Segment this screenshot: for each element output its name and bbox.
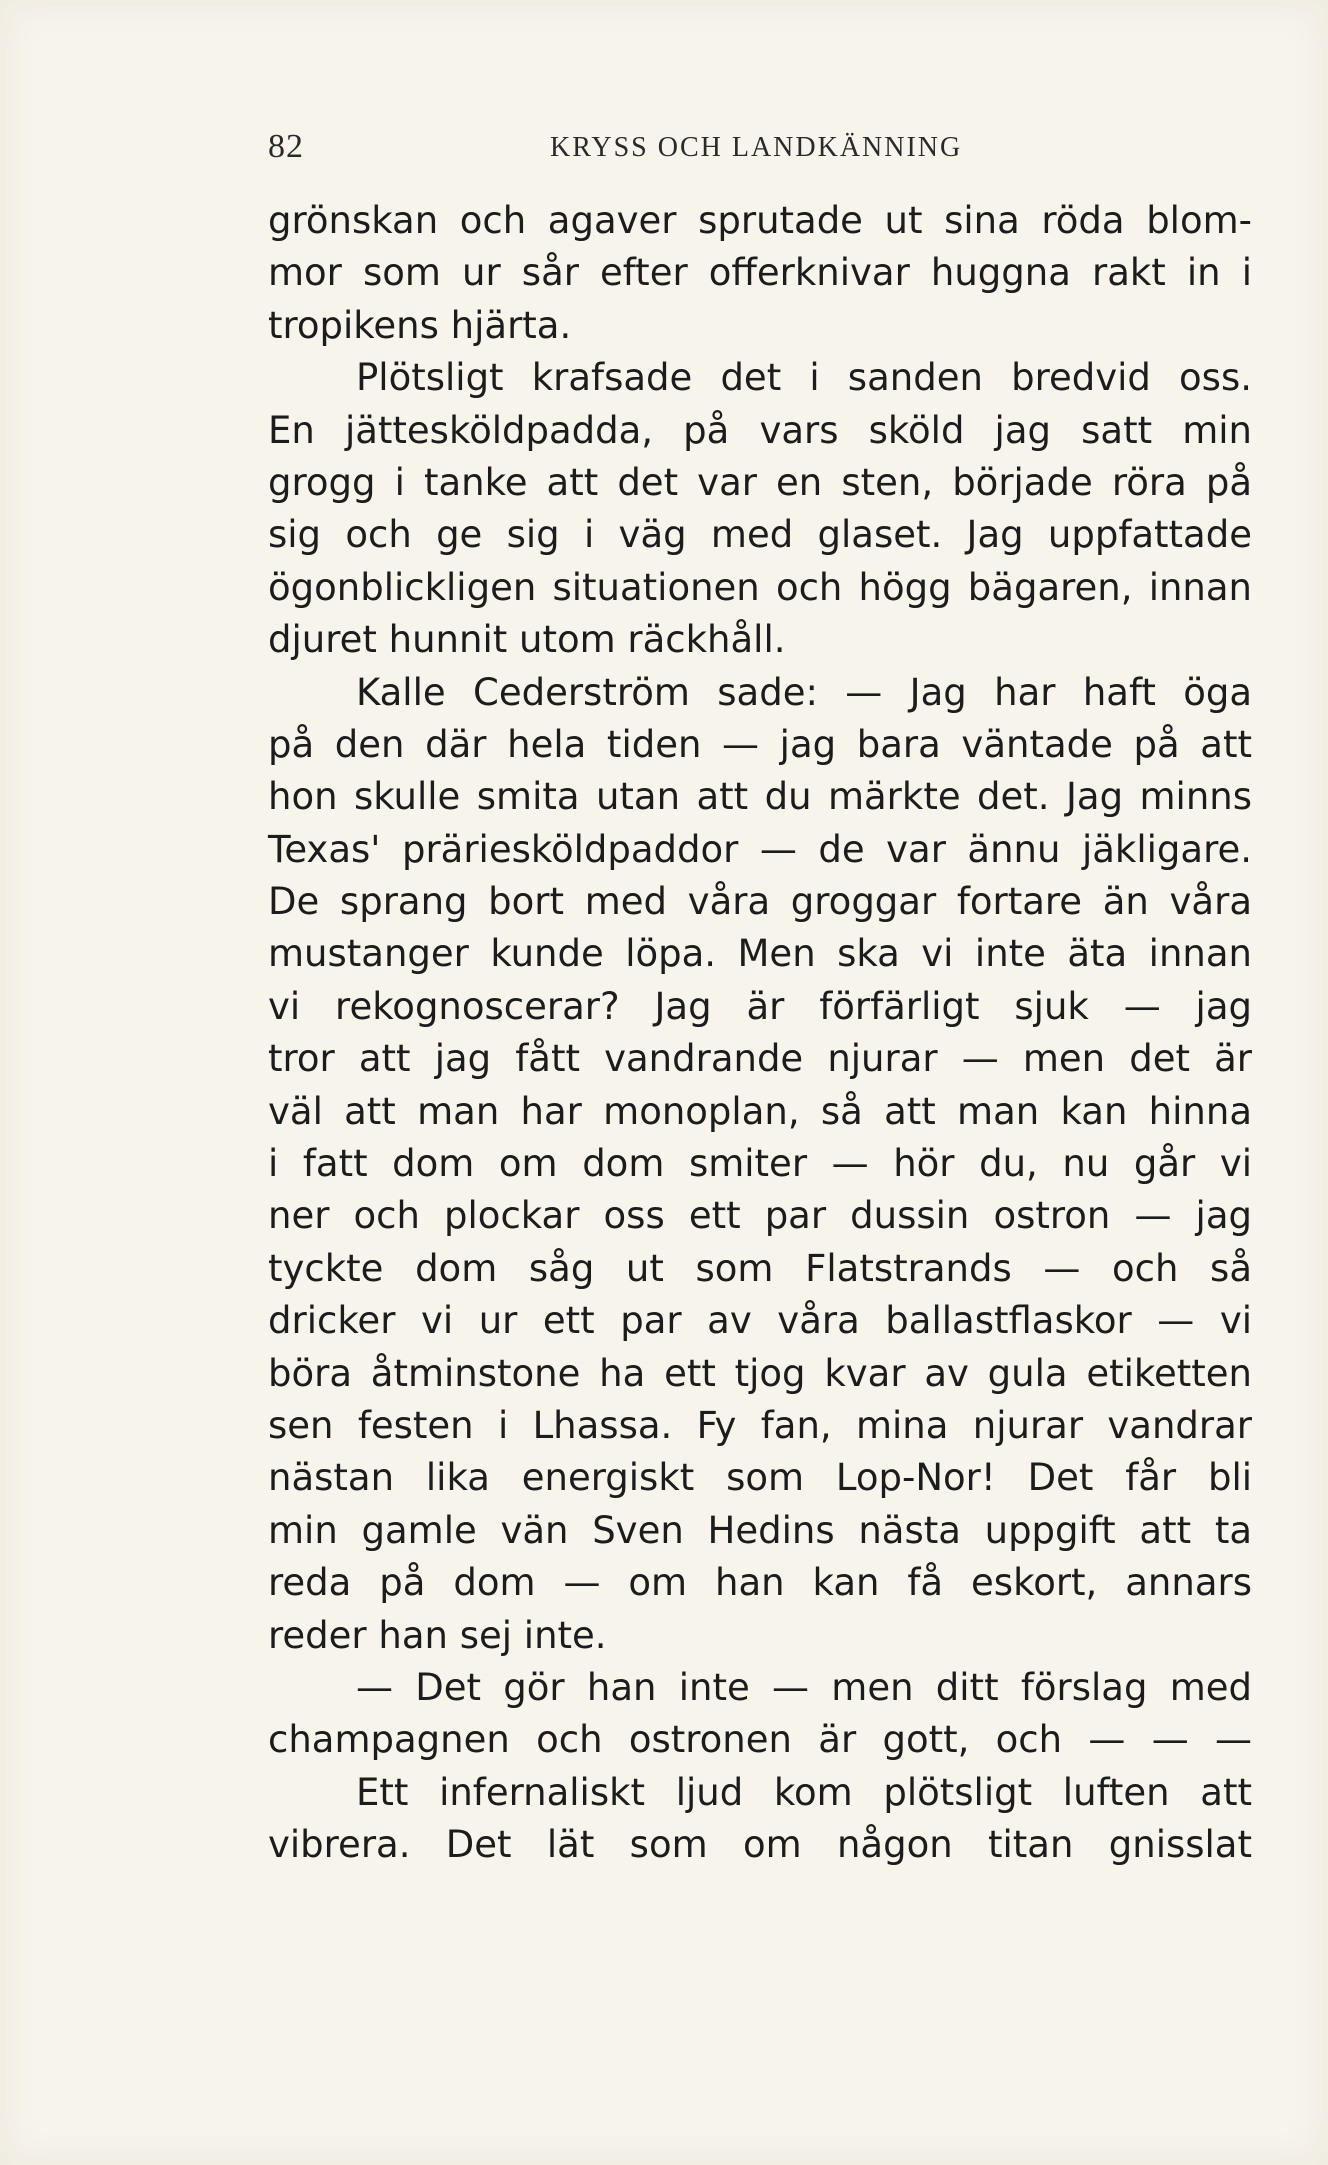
text-line: grogg i tanke att det var en sten, började röra på <box>268 460 1252 504</box>
text-line: Ett infernaliskt ljud kom plötsligt luften att <box>356 1770 1252 1814</box>
text-line: — Det gör han inte — men ditt förslag med <box>356 1665 1252 1709</box>
text-line: Plötsligt krafsade det i sanden bredvid oss. <box>356 356 1252 400</box>
text-line: böra åtminstone ha ett tjog kvar av gula etiketten <box>268 1351 1252 1395</box>
text-line: mustanger kunde löpa. Men ska vi inte äta innan <box>268 932 1252 976</box>
text-line: sig och ge sig i väg med glaset. Jag uppfattade <box>268 513 1252 557</box>
text-line: ögonblickligen situationen och högg bägaren, innan <box>268 565 1252 609</box>
text-line: grönskan och agaver sprutade ut sina röda blom- <box>268 199 1252 242</box>
text-line: i fatt dom om dom smiter — hör du, nu går vi <box>268 1142 1252 1186</box>
text-line: Kalle Cederström sade: — Jag har haft öga <box>356 670 1252 714</box>
running-head <box>268 128 1252 178</box>
text-line: nästan lika energiskt som Lop-Nor! Det får bli <box>268 1456 1252 1500</box>
page-number: 82 <box>268 128 304 165</box>
text-line: djuret hunnit utom räckhåll. <box>268 618 786 662</box>
text-line: på den där hela tiden — jag bara väntade på att <box>268 722 1252 766</box>
text-line: reder han sej inte. <box>268 1613 607 1657</box>
text-line: hon skulle smita utan att du märkte det. Jag minns <box>268 775 1252 819</box>
text-line: reda på dom — om han kan få eskort, annars <box>268 1561 1252 1605</box>
text-line: De sprang bort med våra groggar fortare än våra <box>268 880 1252 924</box>
text-line: champagnen och ostronen är gott, och — — — <box>268 1718 1252 1762</box>
text-line: mor som ur sår efter offerknivar huggna rakt in i <box>268 251 1252 295</box>
text-line: vibrera. Det lät som om någon titan gnisslat <box>268 1823 1252 1867</box>
body-text <box>268 195 1252 1872</box>
text-line: tror att jag fått vandrande njurar — men det är <box>268 1037 1252 1081</box>
text-line: väl att man har monoplan, så att man kan hinna <box>268 1089 1252 1133</box>
text-line: Texas' präriesköldpaddor — de var ännu jäkligare. <box>268 827 1252 871</box>
text-line: ner och plockar oss ett par dussin ostron — jag <box>268 1194 1252 1238</box>
text-line: En jättesköldpadda, på vars sköld jag satt min <box>268 408 1252 452</box>
text-line: dricker vi ur ett par av våra ballastflaskor — vi <box>268 1299 1252 1343</box>
text-line: tyckte dom såg ut som Flatstrands — och så <box>268 1246 1252 1290</box>
text-line: vi rekognoscerar? Jag är förfärligt sjuk — jag <box>268 984 1252 1028</box>
text-line: min gamle vän Sven Hedins nästa uppgift att ta <box>268 1508 1252 1552</box>
text-line: tropikens hjärta. <box>268 303 572 347</box>
running-title: KRYSS OCH LANDKÄNNING <box>550 132 963 163</box>
text-line: sen festen i Lhassa. Fy fan, mina njurar vandrar <box>268 1403 1252 1447</box>
